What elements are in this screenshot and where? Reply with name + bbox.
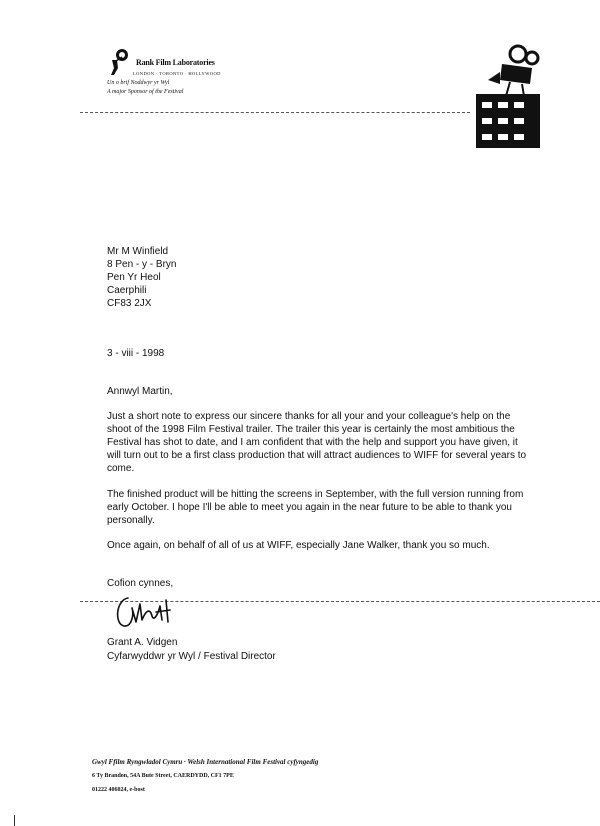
sponsor-divisions: LONDON · TORONTO · HOLLYWOOD xyxy=(133,71,221,76)
sponsor-name: Rank Film Laboratories xyxy=(136,58,215,67)
rank-gongman-icon xyxy=(108,46,132,76)
fold-mark-top xyxy=(80,112,470,113)
film-camera-logo-icon xyxy=(466,44,542,148)
address-line: 8 Pen - y - Bryn xyxy=(107,259,177,270)
footer-organisation: Gwyl Ffilm Ryngwladol Cymru · Welsh International Film Festival cyfyngedig xyxy=(92,758,319,766)
footer-address: 6 Ty Brandon, 54A Bute Street, CAERDYDD, CF1 7PE xyxy=(92,773,234,779)
letter-date: 3 - viii - 1998 xyxy=(107,348,165,359)
address-line: Caerphili xyxy=(107,285,147,296)
footer-contact: 01222 406024, e-bost xyxy=(92,787,145,793)
handwritten-signature xyxy=(110,590,190,632)
address-line: CF83 2JX xyxy=(107,298,152,309)
body-paragraph: Once again, on behalf of all of us at WIFF, especially Jane Walker, thank you so much. xyxy=(107,540,490,551)
signer-name: Grant A. Vidgen xyxy=(107,637,178,648)
address-line: Pen Yr Heol xyxy=(107,272,161,283)
salutation: Annwyl Martin, xyxy=(107,386,173,397)
closing: Cofion cynnes, xyxy=(107,578,174,589)
signer-title: Cyfarwyddwr yr Wyl / Festival Director xyxy=(107,651,276,662)
recipient-address xyxy=(107,245,176,310)
scan-edge-mark xyxy=(14,815,15,826)
sponsor-tagline-welsh: Un o brif Noddwyr yr Wyl xyxy=(107,80,170,86)
body-paragraph: The finished product will be hitting the screens in September, with the full version running from early October. I hope I'll be able to meet you again in the near future to be able to thank you personally. xyxy=(107,489,524,526)
body-paragraph: Just a short note to express our sincere thanks for all your and your colleague's help on the shoot of the 1998 Film Festival trailer. The trailer this year is certainly the most ambitious the Festival has shot to date, and I am confident that with the help and support you have given, it will turn out to be a first class production that will attract audiences to WIFF for several years to come. xyxy=(107,411,527,474)
address-line: Mr M Winfield xyxy=(107,246,169,257)
sponsor-tagline-english: A major Sponsor of the Festival xyxy=(107,89,184,95)
